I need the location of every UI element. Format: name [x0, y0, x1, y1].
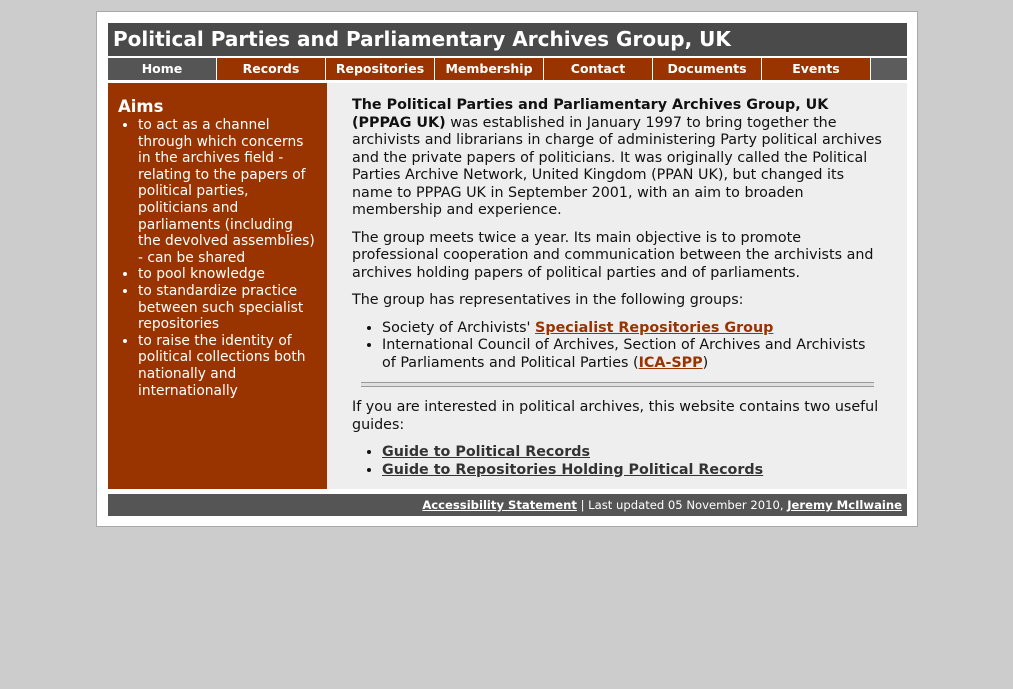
- intro-text: was established in January 1997 to bring together the archivists and librarians in charge of administering Party political archives and the private papers of politicians. It was originally called the Political Parties Archive Network, United Kingdom (PPAN UK), but changed its name to PPPAG UK in September 2001, with an aim to broaden membership and experience.: [352, 114, 882, 218]
- aim-item: • to act as a channel through which concerns in the archives field - relating to the papers of political parties, politicians and parliaments (including the devolved assemblies) - can be shared: [138, 117, 317, 266]
- list-item: [382, 337, 883, 372]
- last-updated-text: | Last updated 05 November 2010,: [576, 498, 788, 512]
- nav-home[interactable]: Home: [108, 58, 217, 80]
- list-item: [382, 444, 883, 462]
- accessibility-statement-link[interactable]: Accessibility Statement: [422, 498, 577, 512]
- aim-item: • to pool knowledge: [138, 266, 317, 283]
- nav-contact[interactable]: Contact: [544, 58, 653, 80]
- main-content: [327, 83, 907, 489]
- intro-bold: The Political Parties and Parliamentary Archives Group, UK (PPPAG UK): [352, 97, 829, 131]
- aim-item: • to raise the identity of political collections both nationally and internationally: [138, 333, 317, 399]
- aims-sidebar: [108, 83, 327, 489]
- aims-heading: Aims: [118, 97, 164, 116]
- representatives-list: [352, 320, 883, 373]
- repositories-guide-link[interactable]: Guide to Repositories Holding Political Records: [382, 461, 764, 478]
- site-title: Political Parties and Parliamentary Archives Group, UK: [108, 23, 907, 56]
- representatives-paragraph: The group has representatives in the following groups:: [352, 292, 744, 308]
- meetings-paragraph: The group meets twice a year. Its main objective is to promote professional cooperation and communication between the archivists and archives holding papers of political parties and of parliaments.: [352, 229, 874, 281]
- guides-paragraph: If you are interested in political archives, this website contains two useful guides:: [352, 399, 879, 433]
- intro-paragraph: [352, 97, 883, 220]
- aim-item: • to standardize practice between such specialist repositories: [138, 283, 317, 333]
- political-records-guide-link[interactable]: Guide to Political Records: [382, 444, 590, 460]
- divider: [361, 382, 874, 387]
- nav-events[interactable]: Events: [762, 58, 871, 80]
- rep2-suffix: ): [702, 354, 709, 371]
- guides-list: [352, 444, 883, 479]
- aims-list: [118, 117, 317, 399]
- nav-membership[interactable]: Membership: [435, 58, 544, 80]
- page-container: [96, 11, 918, 527]
- rep2-prefix: International Council of Archives, Section of Archives and Archivists of Parliaments and Political Parties (: [382, 337, 866, 371]
- rep1-prefix: Society of Archivists': [382, 319, 536, 336]
- page-footer: [108, 494, 907, 516]
- ica-spp-link[interactable]: ICA-SPP: [638, 354, 703, 371]
- list-item: [382, 462, 883, 480]
- nav-records[interactable]: Records: [217, 58, 326, 80]
- list-item: [382, 320, 883, 338]
- nav-documents[interactable]: Documents: [653, 58, 762, 80]
- main-nav: [108, 58, 907, 80]
- specialist-repositories-link[interactable]: Specialist Repositories Group: [535, 319, 774, 336]
- nav-repositories[interactable]: Repositories: [326, 58, 435, 80]
- author-link[interactable]: Jeremy McIlwaine: [787, 498, 902, 512]
